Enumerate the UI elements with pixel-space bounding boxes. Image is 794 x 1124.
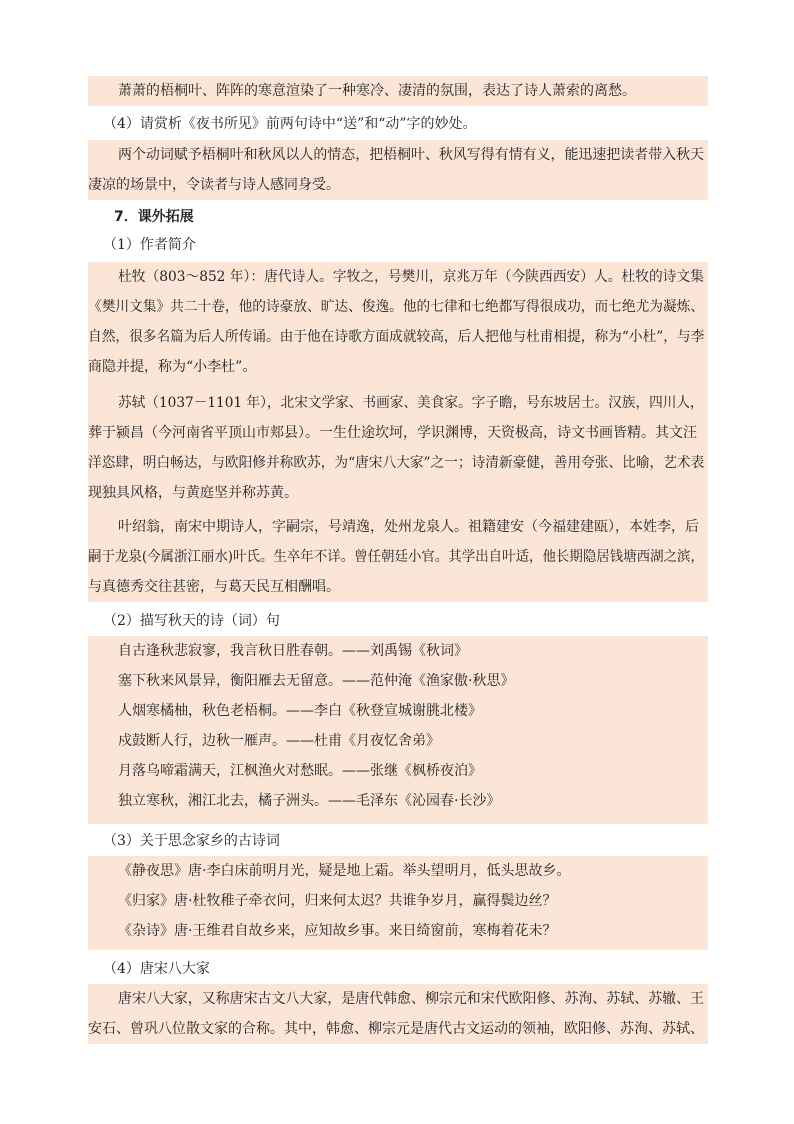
sushi-line: 洋恣肆，明白畅达，与欧阳修并称欧苏，为“唐宋八大家”之一；诗清新豪健，善用夸张、比喻，艺术表 [88,455,705,471]
subheading-eight-masters: （4）唐宋八大家 [103,961,210,977]
sushi-line: 苏轼（1037－1101 年），北宋文学家、书画家、美食家。字子瞻，号东坡居士。汉族，四川人， [118,395,704,411]
subheading-homesick-poems: （3）关于思念家乡的古诗词 [103,833,280,849]
poem-line: 自古逢秋悲寂寥，我言秋日胜春朝。——刘禹锡《秋词》 [118,643,468,659]
yeshaoweng-line: 与真德秀交往甚密，与葛天民互相酬唱。 [88,579,340,595]
autumn-poems-box [88,636,708,824]
question-4: （4）请赏析《夜书所见》前两句诗中“送”和“动”字的妙处。 [103,116,477,132]
yeshaoweng-line: 嗣于龙泉(今属浙江丽水)叶氏。生卒年不详。曾任朝廷小官。其学出自叶适，他长期隐居钱塘西湖之滨， [88,549,704,565]
poem-line: 《杂诗》唐·王维君自故乡来，应知故乡事。来日绮窗前，寒梅着花未？ [118,923,557,939]
yeshaoweng-line: 叶绍翁，南宋中期诗人，字嗣宗，号靖逸，处州龙泉人。祖籍建安（今福建建瓯），本姓李，后 [118,519,699,535]
homesick-poems-box [88,856,708,950]
poem-line: 《静夜思》唐·李白床前明月光，疑是地上霜。举头望明月，低头思故乡。 [118,863,571,879]
poem-line: 戍鼓断人行，边秋一雁声。——杜甫《月夜忆舍弟》 [118,733,440,749]
section-title: 7．课外拓展 [114,209,194,225]
eight-masters-box [88,984,708,1044]
poem-line: 独立寒秋，湘江北去，橘子洲头。——毛泽东《沁园春·长沙》 [118,793,501,809]
answer-line: 凄凉的场景中，令读者与诗人感同身受。 [88,177,340,193]
dumu-line: 《樊川文集》共二十卷，他的诗豪放、旷达、俊逸。他的七律和七绝都写得很成功，而七绝尤为凝炼、 [88,299,705,315]
dumu-line: 自然，很多名篇为后人所传诵。由于他在诗歌方面成就较高，后人把他与杜甫相提，称为“小杜”，与李 [88,329,705,345]
sushi-line: 现独具风格，与黄庭坚并称苏黄。 [88,485,298,501]
answer-text: 萧萧的梧桐叶、阵阵的寒意渲染了一种寒冷、凄清的氛围，表达了诗人萧索的离愁。 [118,83,636,99]
poem-line: 《归家》唐·杜牧稚子牵衣问，归来何太迟？共谁争岁月，赢得鬓边丝？ [118,893,557,909]
answer-box-q4 [88,140,708,200]
dumu-line: 商隐并提，称为“小李杜”。 [88,359,257,375]
answer-line: 两个动词赋予梧桐叶和秋风以人的情态，把梧桐叶、秋风写得有情有义，能迅速把读者带入秋天 [118,147,705,163]
dumu-line: 杜牧（803～852 年）：唐代诗人。字牧之，号樊川，京兆万年（今陕西西安）人。杜牧的诗文集 [118,269,704,285]
poem-line: 人烟寒橘柚，秋色老梧桐。——李白《秋登宣城谢朓北楼》 [118,703,482,719]
masters-line: 唐宋八大家，又称唐宋古文八大家，是唐代韩愈、柳宗元和宋代欧阳修、苏洵、苏轼、苏辙、王 [118,991,705,1007]
poem-line: 塞下秋来风景异，衡阳雁去无留意。——范仲淹《渔家傲·秋思》 [118,673,515,689]
author-intro-box [88,262,708,602]
answer-box-top [88,76,708,106]
masters-line: 安石、曾巩八位散文家的合称。其中，韩愈、柳宗元是唐代古文运动的领袖，欧阳修、苏洵、苏轼、 [88,1021,704,1037]
subheading-author-intro: （1）作者简介 [103,237,196,253]
poem-line: 月落乌啼霜满天，江枫渔火对愁眠。——张继《枫桥夜泊》 [118,763,482,779]
subheading-autumn-poems: （2）描写秋天的诗（词）句 [103,613,280,629]
sushi-line: 葬于颍昌（今河南省平顶山市郏县）。一生仕途坎坷，学识渊博，天资极高，诗文书画皆精。其文汪 [88,425,697,441]
